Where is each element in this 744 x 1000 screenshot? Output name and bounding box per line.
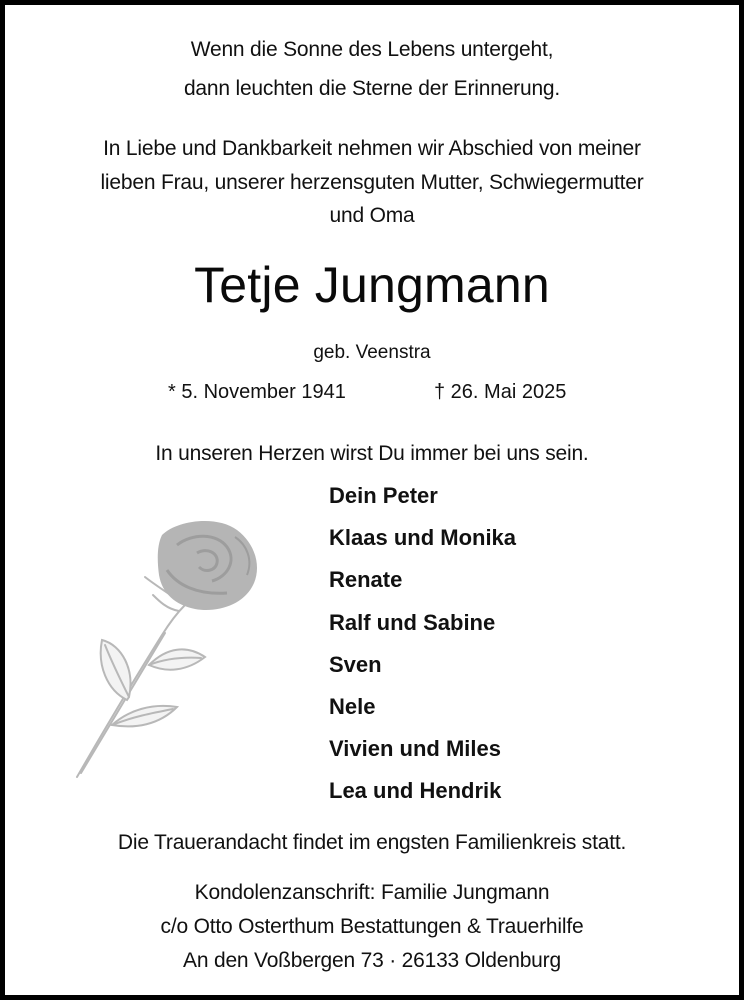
mourner-name: Nele (329, 693, 376, 719)
mourners-list (329, 483, 516, 821)
mourner-name: Klaas und Monika (329, 525, 517, 551)
mourner-name: Vivien und Miles (329, 736, 501, 762)
intro-line-3: und Oma (329, 204, 415, 227)
rose-icon (67, 515, 277, 785)
mourner-name: Sven (329, 651, 382, 677)
intro-line-2: lieben Frau, unserer herzensguten Mutter, Schwiegermutter (100, 171, 644, 194)
deceased-name: Tetje Jungmann (194, 257, 550, 313)
condolence-line-2: c/o Otto Osterthum Bestattungen & Trauerhilfe (160, 915, 584, 938)
mourner-name: Renate (329, 567, 403, 593)
death-date: † 26. Mai 2025 (434, 381, 567, 403)
quote: In unseren Herzen wirst Du immer bei uns sein. (155, 442, 589, 465)
birth-date: * 5. November 1941 (168, 381, 346, 403)
intro-line-1: In Liebe und Dankbarkeit nehmen wir Abschied von meiner (103, 137, 641, 160)
mourner-name: Lea und Hendrik (329, 778, 502, 804)
service-note: Die Trauerandacht findet im engsten Familienkreis statt. (117, 831, 627, 854)
condolence-line-1: Kondolenzanschrift: Familie Jungmann (194, 881, 550, 904)
verse-line-2: dann leuchten die Sterne der Erinnerung. (183, 77, 561, 100)
life-dates (5, 381, 739, 409)
verse-line-1: Wenn die Sonne des Lebens untergeht, (190, 38, 554, 61)
mourner-name: Ralf und Sabine (329, 609, 496, 635)
maiden-name: geb. Veenstra (313, 342, 431, 363)
condolence-line-3: An den Voßbergen 73 · 26133 Oldenburg (183, 949, 561, 972)
mourner-name: Dein Peter (329, 483, 438, 508)
